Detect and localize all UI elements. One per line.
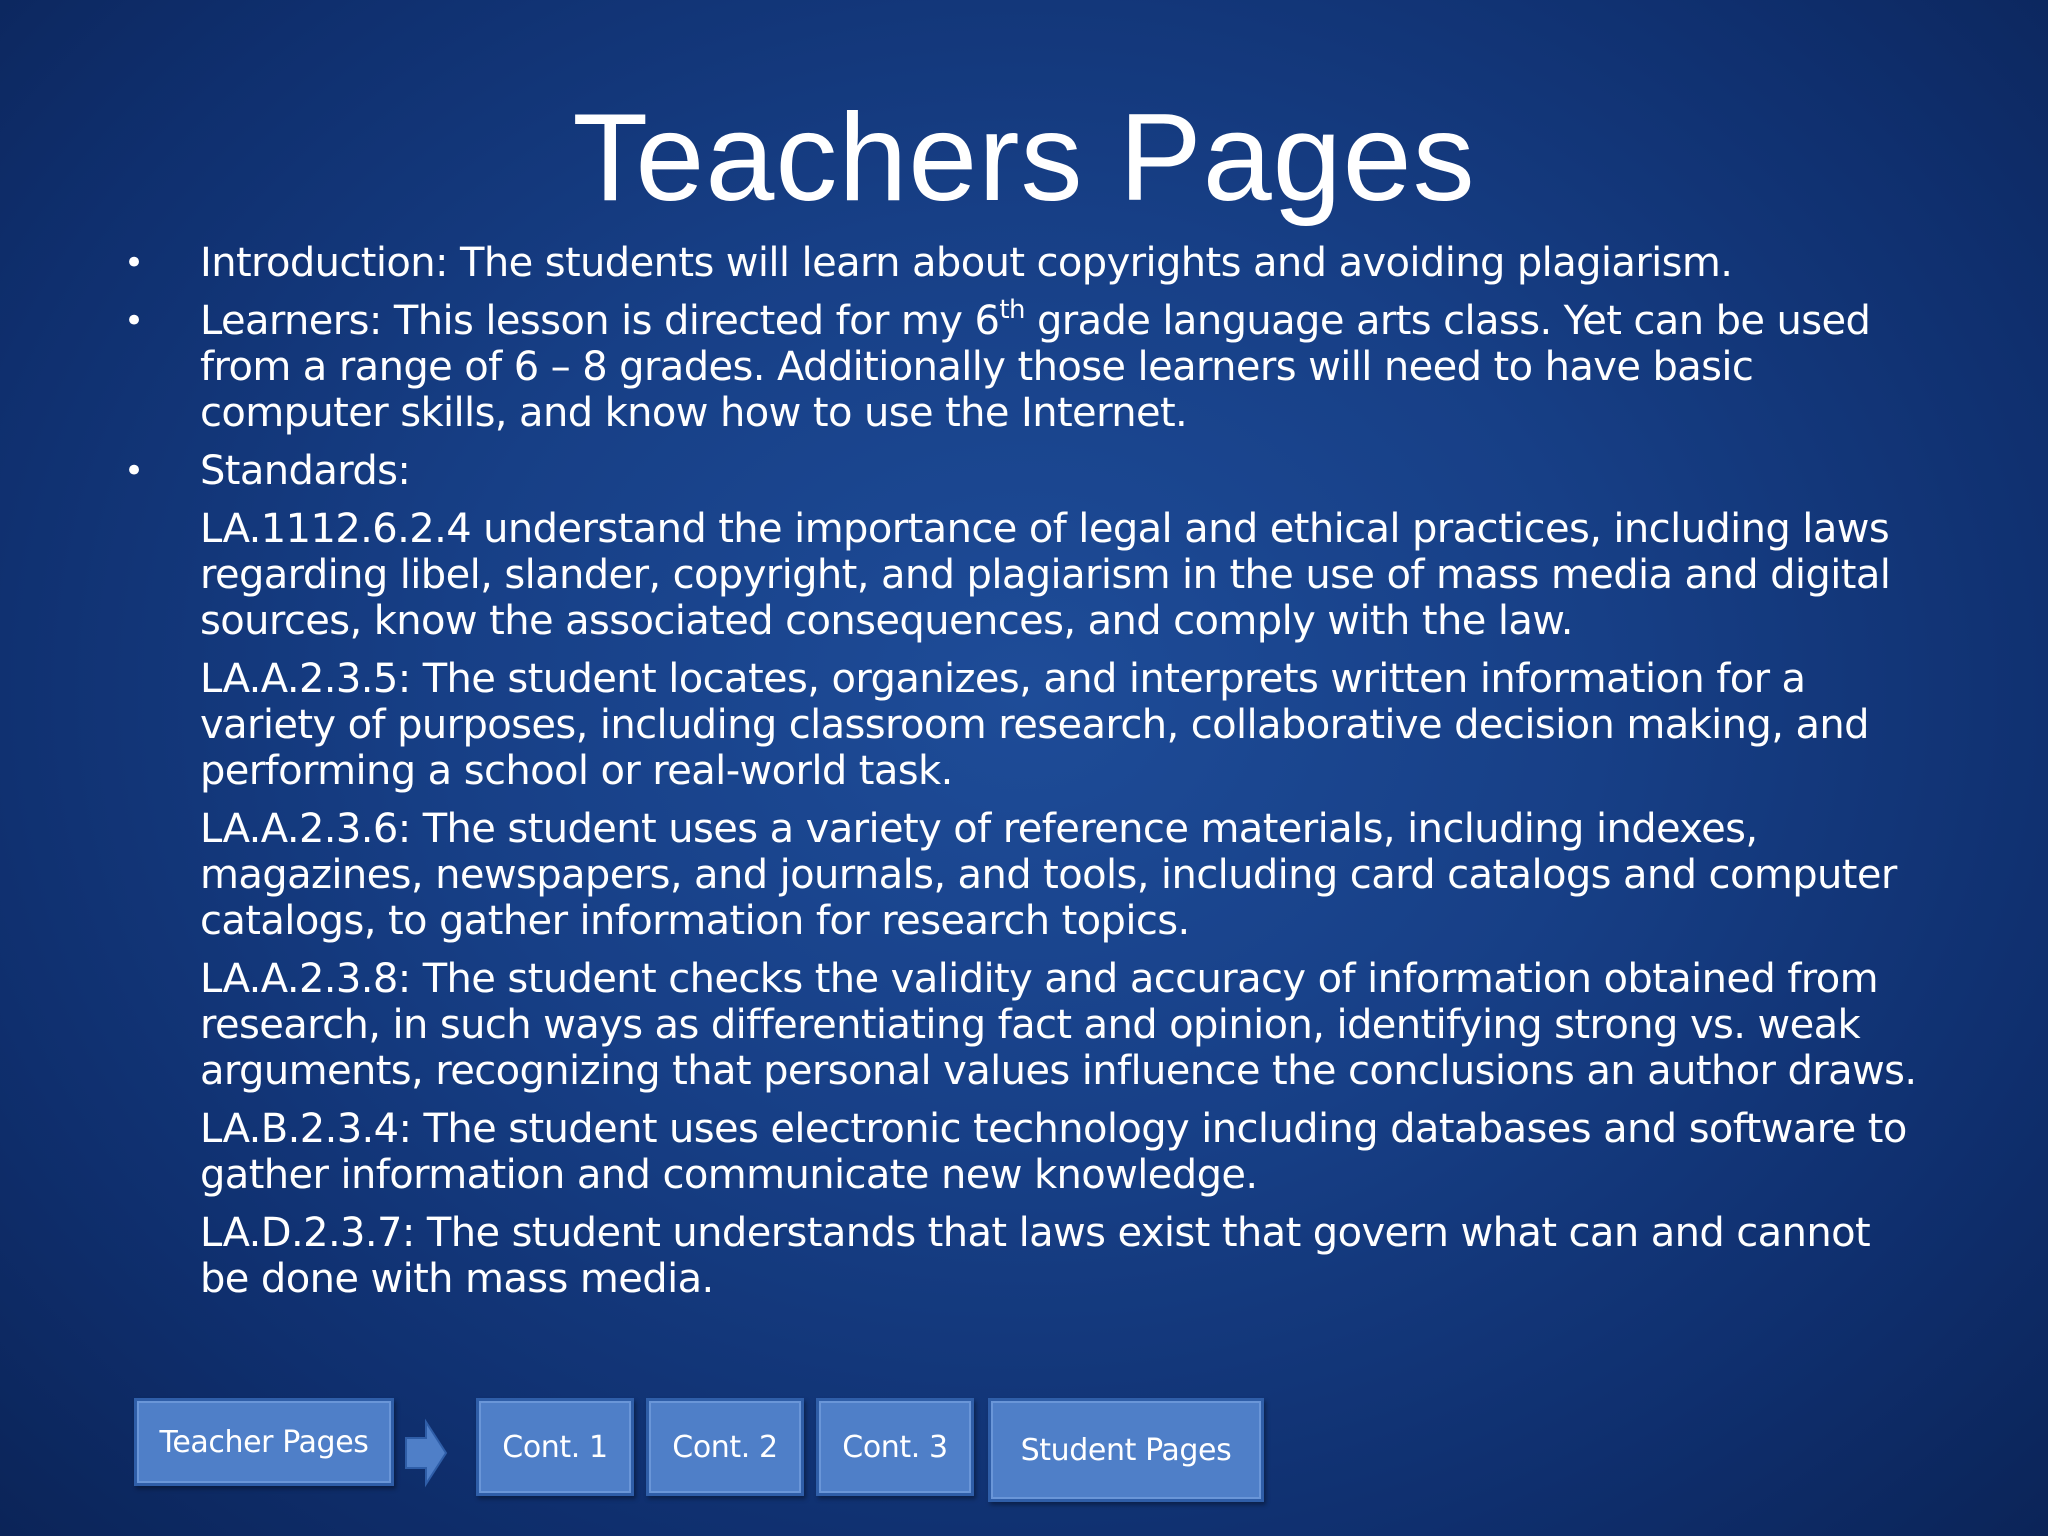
standard-item: LA.A.2.3.6: The student uses a variety of reference materials, including indexes, magazines, newspapers, and journals, and tools, including card catalogs and computer catalogs, to gather information for research topics. bbox=[200, 806, 1897, 944]
slide-title: Teachers Pages bbox=[572, 89, 1476, 227]
standard-item: LA.B.2.3.4: The student uses electronic technology including databases and software to gather information and communicate new knowledge. bbox=[200, 1106, 1907, 1198]
bullet-marker: • bbox=[124, 301, 144, 341]
bullet-text-continued: grade language arts class. Yet can be used from a range of 6 – 8 grades. Additionally those learners will need to have basic computer skills, and know how to use the Internet. bbox=[200, 298, 1871, 436]
bullet-text: Introduction: The students will learn about copyrights and avoiding plagiarism. bbox=[200, 240, 1733, 286]
standard-item: LA.1112.6.2.4 understand the importance of legal and ethical practices, including laws regarding libel, slander, copyright, and plagiarism in the use of mass media and digital sources, know the associated consequences, and comply with the law. bbox=[200, 506, 1891, 644]
standard-item: LA.A.2.3.5: The student locates, organizes, and interprets written information for a variety of purposes, including classroom research, collaborative decision making, and performing a school or real-world task. bbox=[200, 656, 1869, 794]
cont-3-button[interactable]: Cont. 3 bbox=[816, 1398, 974, 1496]
bullet-standards bbox=[120, 448, 1920, 494]
standard-item: LA.D.2.3.7: The student understands that laws exist that govern what can and cannot be done with mass media. bbox=[200, 1210, 1871, 1302]
bullet-introduction bbox=[120, 240, 1920, 286]
bullet-superscript: th bbox=[999, 295, 1025, 325]
bullet-text: Learners: This lesson is directed for my 6 bbox=[200, 298, 1000, 344]
bullet-learners bbox=[120, 295, 1920, 436]
bullet-marker: • bbox=[124, 451, 144, 491]
slide-content bbox=[120, 240, 1920, 1314]
cont-2-button[interactable]: Cont. 2 bbox=[646, 1398, 804, 1496]
standard-item: LA.A.2.3.8: The student checks the validity and accuracy of information obtained from research, in such ways as differentiating fact and opinion, identifying strong vs. weak arguments, recognizing that personal values influence the conclusions an author draws. bbox=[200, 956, 1917, 1094]
bullet-text: Standards: bbox=[200, 448, 411, 494]
teacher-pages-button[interactable]: Teacher Pages bbox=[134, 1398, 394, 1486]
arrow-right-icon bbox=[404, 1418, 448, 1488]
cont-1-button[interactable]: Cont. 1 bbox=[476, 1398, 634, 1496]
student-pages-button[interactable]: Student Pages bbox=[988, 1398, 1264, 1502]
bullet-marker: • bbox=[124, 243, 144, 283]
